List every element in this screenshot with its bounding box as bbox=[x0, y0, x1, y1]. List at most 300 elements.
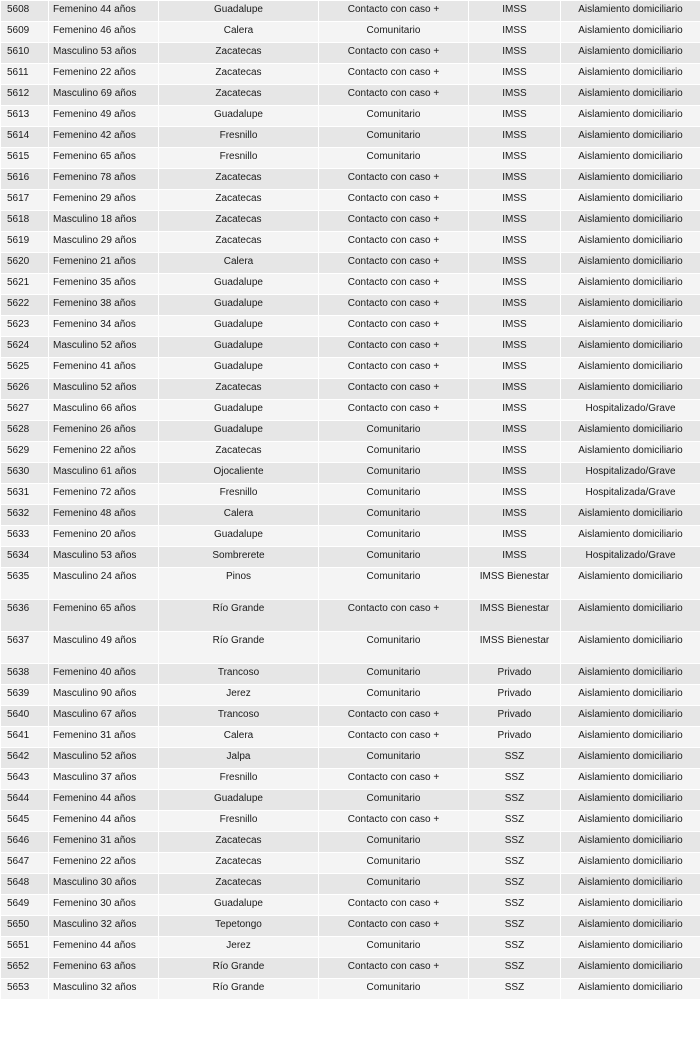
case-id-cell: 5641 bbox=[1, 727, 49, 748]
transmission-type-cell: Contacto con caso + bbox=[319, 895, 469, 916]
institution-cell: IMSS bbox=[469, 148, 561, 169]
status-cell: Aislamiento domiciliario bbox=[561, 685, 700, 706]
institution-cell: IMSS bbox=[469, 547, 561, 568]
transmission-type-cell: Contacto con caso + bbox=[319, 958, 469, 979]
sex-age-cell: Masculino 67 años bbox=[49, 706, 159, 727]
sex-age-cell: Masculino 32 años bbox=[49, 979, 159, 1000]
status-cell: Aislamiento domiciliario bbox=[561, 211, 700, 232]
institution-cell: IMSS bbox=[469, 64, 561, 85]
status-cell: Aislamiento domiciliario bbox=[561, 64, 700, 85]
transmission-type-cell: Comunitario bbox=[319, 832, 469, 853]
institution-cell: Privado bbox=[469, 727, 561, 748]
sex-age-cell: Femenino 31 años bbox=[49, 832, 159, 853]
institution-cell: IMSS bbox=[469, 169, 561, 190]
sex-age-cell: Femenino 49 años bbox=[49, 106, 159, 127]
case-id-cell: 5634 bbox=[1, 547, 49, 568]
sex-age-cell: Femenino 78 años bbox=[49, 169, 159, 190]
municipality-cell: Trancoso bbox=[159, 706, 319, 727]
transmission-type-cell: Contacto con caso + bbox=[319, 400, 469, 421]
status-cell: Aislamiento domiciliario bbox=[561, 22, 700, 43]
municipality-cell: Guadalupe bbox=[159, 790, 319, 811]
status-cell: Aislamiento domiciliario bbox=[561, 127, 700, 148]
municipality-cell: Guadalupe bbox=[159, 1, 319, 22]
case-id-cell: 5633 bbox=[1, 526, 49, 547]
municipality-cell: Fresnillo bbox=[159, 811, 319, 832]
transmission-type-cell: Contacto con caso + bbox=[319, 64, 469, 85]
sex-age-cell: Masculino 61 años bbox=[49, 463, 159, 484]
transmission-type-cell: Comunitario bbox=[319, 442, 469, 463]
table-row bbox=[1, 769, 700, 790]
institution-cell: IMSS bbox=[469, 1, 561, 22]
table-row bbox=[1, 790, 700, 811]
transmission-type-cell: Comunitario bbox=[319, 547, 469, 568]
sex-age-cell: Femenino 65 años bbox=[49, 148, 159, 169]
table-row bbox=[1, 442, 700, 463]
case-id-cell: 5639 bbox=[1, 685, 49, 706]
institution-cell: SSZ bbox=[469, 958, 561, 979]
status-cell: Aislamiento domiciliario bbox=[561, 526, 700, 547]
transmission-type-cell: Contacto con caso + bbox=[319, 316, 469, 337]
case-id-cell: 5610 bbox=[1, 43, 49, 64]
institution-cell: IMSS bbox=[469, 43, 561, 64]
status-cell: Aislamiento domiciliario bbox=[561, 358, 700, 379]
status-cell: Aislamiento domiciliario bbox=[561, 916, 700, 937]
case-id-cell: 5645 bbox=[1, 811, 49, 832]
municipality-cell: Tepetongo bbox=[159, 916, 319, 937]
case-id-cell: 5642 bbox=[1, 748, 49, 769]
case-id-cell: 5618 bbox=[1, 211, 49, 232]
case-id-cell: 5635 bbox=[1, 568, 49, 600]
case-id-cell: 5608 bbox=[1, 1, 49, 22]
transmission-type-cell: Comunitario bbox=[319, 748, 469, 769]
sex-age-cell: Masculino 18 años bbox=[49, 211, 159, 232]
case-id-cell: 5624 bbox=[1, 337, 49, 358]
institution-cell: IMSS bbox=[469, 463, 561, 484]
case-id-cell: 5614 bbox=[1, 127, 49, 148]
status-cell: Aislamiento domiciliario bbox=[561, 706, 700, 727]
municipality-cell: Calera bbox=[159, 505, 319, 526]
table-row bbox=[1, 600, 700, 632]
status-cell: Aislamiento domiciliario bbox=[561, 853, 700, 874]
municipality-cell: Zacatecas bbox=[159, 379, 319, 400]
table-row bbox=[1, 211, 700, 232]
institution-cell: SSZ bbox=[469, 811, 561, 832]
case-id-cell: 5620 bbox=[1, 253, 49, 274]
status-cell: Aislamiento domiciliario bbox=[561, 811, 700, 832]
table-row bbox=[1, 706, 700, 727]
status-cell: Aislamiento domiciliario bbox=[561, 148, 700, 169]
institution-cell: IMSS bbox=[469, 127, 561, 148]
sex-age-cell: Femenino 35 años bbox=[49, 274, 159, 295]
municipality-cell: Calera bbox=[159, 22, 319, 43]
sex-age-cell: Masculino 52 años bbox=[49, 337, 159, 358]
case-id-cell: 5636 bbox=[1, 600, 49, 632]
institution-cell: IMSS bbox=[469, 358, 561, 379]
case-id-cell: 5653 bbox=[1, 979, 49, 1000]
status-cell: Aislamiento domiciliario bbox=[561, 790, 700, 811]
table-row bbox=[1, 547, 700, 568]
case-id-cell: 5632 bbox=[1, 505, 49, 526]
municipality-cell: Trancoso bbox=[159, 664, 319, 685]
municipality-cell: Río Grande bbox=[159, 632, 319, 664]
transmission-type-cell: Contacto con caso + bbox=[319, 706, 469, 727]
status-cell: Aislamiento domiciliario bbox=[561, 958, 700, 979]
status-cell: Aislamiento domiciliario bbox=[561, 253, 700, 274]
transmission-type-cell: Comunitario bbox=[319, 979, 469, 1000]
table-row bbox=[1, 958, 700, 979]
institution-cell: SSZ bbox=[469, 853, 561, 874]
transmission-type-cell: Comunitario bbox=[319, 463, 469, 484]
sex-age-cell: Masculino 66 años bbox=[49, 400, 159, 421]
transmission-type-cell: Comunitario bbox=[319, 632, 469, 664]
municipality-cell: Pinos bbox=[159, 568, 319, 600]
sex-age-cell: Femenino 46 años bbox=[49, 22, 159, 43]
sex-age-cell: Femenino 63 años bbox=[49, 958, 159, 979]
case-id-cell: 5630 bbox=[1, 463, 49, 484]
table-row bbox=[1, 64, 700, 85]
transmission-type-cell: Comunitario bbox=[319, 484, 469, 505]
municipality-cell: Zacatecas bbox=[159, 190, 319, 211]
transmission-type-cell: Contacto con caso + bbox=[319, 232, 469, 253]
table-row bbox=[1, 664, 700, 685]
municipality-cell: Guadalupe bbox=[159, 106, 319, 127]
table-row bbox=[1, 832, 700, 853]
table-row bbox=[1, 1, 700, 22]
table-row bbox=[1, 274, 700, 295]
table-row bbox=[1, 484, 700, 505]
table-row bbox=[1, 379, 700, 400]
table-row bbox=[1, 568, 700, 600]
case-id-cell: 5628 bbox=[1, 421, 49, 442]
case-id-cell: 5609 bbox=[1, 22, 49, 43]
institution-cell: IMSS bbox=[469, 211, 561, 232]
municipality-cell: Guadalupe bbox=[159, 526, 319, 547]
transmission-type-cell: Comunitario bbox=[319, 664, 469, 685]
sex-age-cell: Femenino 44 años bbox=[49, 811, 159, 832]
transmission-type-cell: Contacto con caso + bbox=[319, 211, 469, 232]
sex-age-cell: Femenino 22 años bbox=[49, 442, 159, 463]
table-row bbox=[1, 916, 700, 937]
municipality-cell: Zacatecas bbox=[159, 211, 319, 232]
table-row bbox=[1, 232, 700, 253]
status-cell: Aislamiento domiciliario bbox=[561, 379, 700, 400]
sex-age-cell: Femenino 26 años bbox=[49, 421, 159, 442]
status-cell: Aislamiento domiciliario bbox=[561, 769, 700, 790]
institution-cell: IMSS bbox=[469, 526, 561, 547]
status-cell: Aislamiento domiciliario bbox=[561, 937, 700, 958]
transmission-type-cell: Contacto con caso + bbox=[319, 85, 469, 106]
sex-age-cell: Masculino 49 años bbox=[49, 632, 159, 664]
institution-cell: IMSS bbox=[469, 295, 561, 316]
municipality-cell: Jerez bbox=[159, 937, 319, 958]
municipality-cell: Fresnillo bbox=[159, 484, 319, 505]
transmission-type-cell: Contacto con caso + bbox=[319, 253, 469, 274]
transmission-type-cell: Contacto con caso + bbox=[319, 295, 469, 316]
status-cell: Aislamiento domiciliario bbox=[561, 748, 700, 769]
status-cell: Aislamiento domiciliario bbox=[561, 600, 700, 632]
status-cell: Aislamiento domiciliario bbox=[561, 632, 700, 664]
sex-age-cell: Masculino 53 años bbox=[49, 43, 159, 64]
case-id-cell: 5612 bbox=[1, 85, 49, 106]
transmission-type-cell: Comunitario bbox=[319, 421, 469, 442]
table-row bbox=[1, 400, 700, 421]
status-cell: Aislamiento domiciliario bbox=[561, 421, 700, 442]
case-id-cell: 5643 bbox=[1, 769, 49, 790]
sex-age-cell: Femenino 72 años bbox=[49, 484, 159, 505]
table-row bbox=[1, 43, 700, 64]
table-row bbox=[1, 148, 700, 169]
status-cell: Aislamiento domiciliario bbox=[561, 979, 700, 1000]
transmission-type-cell: Comunitario bbox=[319, 937, 469, 958]
transmission-type-cell: Contacto con caso + bbox=[319, 727, 469, 748]
table-row bbox=[1, 106, 700, 127]
sex-age-cell: Femenino 44 años bbox=[49, 937, 159, 958]
municipality-cell: Sombrerete bbox=[159, 547, 319, 568]
institution-cell: IMSS Bienestar bbox=[469, 632, 561, 664]
sex-age-cell: Femenino 31 años bbox=[49, 727, 159, 748]
institution-cell: IMSS bbox=[469, 484, 561, 505]
municipality-cell: Calera bbox=[159, 253, 319, 274]
institution-cell: IMSS bbox=[469, 442, 561, 463]
sex-age-cell: Femenino 20 años bbox=[49, 526, 159, 547]
table-row bbox=[1, 316, 700, 337]
case-id-cell: 5622 bbox=[1, 295, 49, 316]
table-row bbox=[1, 169, 700, 190]
table-row bbox=[1, 358, 700, 379]
transmission-type-cell: Comunitario bbox=[319, 790, 469, 811]
municipality-cell: Zacatecas bbox=[159, 43, 319, 64]
institution-cell: IMSS bbox=[469, 421, 561, 442]
sex-age-cell: Femenino 30 años bbox=[49, 895, 159, 916]
municipality-cell: Fresnillo bbox=[159, 769, 319, 790]
status-cell: Aislamiento domiciliario bbox=[561, 442, 700, 463]
status-cell: Aislamiento domiciliario bbox=[561, 337, 700, 358]
table-row bbox=[1, 505, 700, 526]
sex-age-cell: Femenino 22 años bbox=[49, 853, 159, 874]
case-id-cell: 5652 bbox=[1, 958, 49, 979]
sex-age-cell: Masculino 29 años bbox=[49, 232, 159, 253]
case-id-cell: 5627 bbox=[1, 400, 49, 421]
table-row bbox=[1, 190, 700, 211]
institution-cell: IMSS bbox=[469, 253, 561, 274]
case-id-cell: 5647 bbox=[1, 853, 49, 874]
municipality-cell: Guadalupe bbox=[159, 274, 319, 295]
municipality-cell: Zacatecas bbox=[159, 832, 319, 853]
institution-cell: Privado bbox=[469, 664, 561, 685]
transmission-type-cell: Comunitario bbox=[319, 22, 469, 43]
transmission-type-cell: Contacto con caso + bbox=[319, 358, 469, 379]
table-row bbox=[1, 632, 700, 664]
status-cell: Aislamiento domiciliario bbox=[561, 727, 700, 748]
institution-cell: SSZ bbox=[469, 937, 561, 958]
cases-table-body bbox=[1, 1, 700, 1000]
status-cell: Aislamiento domiciliario bbox=[561, 274, 700, 295]
transmission-type-cell: Comunitario bbox=[319, 685, 469, 706]
status-cell: Aislamiento domiciliario bbox=[561, 43, 700, 64]
sex-age-cell: Femenino 22 años bbox=[49, 64, 159, 85]
municipality-cell: Jerez bbox=[159, 685, 319, 706]
status-cell: Aislamiento domiciliario bbox=[561, 190, 700, 211]
status-cell: Hospitalizado/Grave bbox=[561, 547, 700, 568]
sex-age-cell: Femenino 38 años bbox=[49, 295, 159, 316]
table-row bbox=[1, 811, 700, 832]
institution-cell: SSZ bbox=[469, 895, 561, 916]
status-cell: Aislamiento domiciliario bbox=[561, 568, 700, 600]
status-cell: Aislamiento domiciliario bbox=[561, 316, 700, 337]
sex-age-cell: Femenino 29 años bbox=[49, 190, 159, 211]
transmission-type-cell: Comunitario bbox=[319, 127, 469, 148]
table-row bbox=[1, 421, 700, 442]
municipality-cell: Guadalupe bbox=[159, 358, 319, 379]
table-row bbox=[1, 337, 700, 358]
municipality-cell: Guadalupe bbox=[159, 295, 319, 316]
sex-age-cell: Masculino 30 años bbox=[49, 874, 159, 895]
municipality-cell: Guadalupe bbox=[159, 337, 319, 358]
case-id-cell: 5629 bbox=[1, 442, 49, 463]
table-row bbox=[1, 895, 700, 916]
institution-cell: IMSS bbox=[469, 316, 561, 337]
sex-age-cell: Masculino 32 años bbox=[49, 916, 159, 937]
case-id-cell: 5616 bbox=[1, 169, 49, 190]
institution-cell: Privado bbox=[469, 706, 561, 727]
case-id-cell: 5640 bbox=[1, 706, 49, 727]
transmission-type-cell: Comunitario bbox=[319, 505, 469, 526]
case-id-cell: 5649 bbox=[1, 895, 49, 916]
municipality-cell: Zacatecas bbox=[159, 64, 319, 85]
status-cell: Aislamiento domiciliario bbox=[561, 874, 700, 895]
sex-age-cell: Femenino 41 años bbox=[49, 358, 159, 379]
case-id-cell: 5626 bbox=[1, 379, 49, 400]
institution-cell: IMSS bbox=[469, 85, 561, 106]
sex-age-cell: Femenino 44 años bbox=[49, 790, 159, 811]
case-id-cell: 5638 bbox=[1, 664, 49, 685]
table-row bbox=[1, 874, 700, 895]
municipality-cell: Río Grande bbox=[159, 958, 319, 979]
sex-age-cell: Masculino 53 años bbox=[49, 547, 159, 568]
sex-age-cell: Masculino 24 años bbox=[49, 568, 159, 600]
table-row bbox=[1, 22, 700, 43]
sex-age-cell: Femenino 40 años bbox=[49, 664, 159, 685]
case-id-cell: 5646 bbox=[1, 832, 49, 853]
table-row bbox=[1, 253, 700, 274]
table-row bbox=[1, 127, 700, 148]
table-row bbox=[1, 727, 700, 748]
table-row bbox=[1, 937, 700, 958]
table-row bbox=[1, 748, 700, 769]
case-id-cell: 5637 bbox=[1, 632, 49, 664]
case-id-cell: 5623 bbox=[1, 316, 49, 337]
municipality-cell: Guadalupe bbox=[159, 895, 319, 916]
municipality-cell: Río Grande bbox=[159, 979, 319, 1000]
status-cell: Aislamiento domiciliario bbox=[561, 169, 700, 190]
institution-cell: IMSS bbox=[469, 106, 561, 127]
municipality-cell: Fresnillo bbox=[159, 127, 319, 148]
institution-cell: IMSS bbox=[469, 232, 561, 253]
institution-cell: SSZ bbox=[469, 790, 561, 811]
case-id-cell: 5644 bbox=[1, 790, 49, 811]
status-cell: Hospitalizado/Grave bbox=[561, 463, 700, 484]
municipality-cell: Guadalupe bbox=[159, 316, 319, 337]
institution-cell: IMSS bbox=[469, 190, 561, 211]
municipality-cell: Zacatecas bbox=[159, 85, 319, 106]
transmission-type-cell: Comunitario bbox=[319, 526, 469, 547]
transmission-type-cell: Comunitario bbox=[319, 874, 469, 895]
institution-cell: IMSS Bienestar bbox=[469, 600, 561, 632]
municipality-cell: Río Grande bbox=[159, 600, 319, 632]
case-id-cell: 5648 bbox=[1, 874, 49, 895]
table-row bbox=[1, 463, 700, 484]
table-row bbox=[1, 979, 700, 1000]
sex-age-cell: Masculino 52 años bbox=[49, 379, 159, 400]
municipality-cell: Guadalupe bbox=[159, 400, 319, 421]
municipality-cell: Calera bbox=[159, 727, 319, 748]
case-id-cell: 5621 bbox=[1, 274, 49, 295]
institution-cell: IMSS bbox=[469, 22, 561, 43]
table-row bbox=[1, 685, 700, 706]
institution-cell: IMSS bbox=[469, 400, 561, 421]
case-id-cell: 5619 bbox=[1, 232, 49, 253]
table-row bbox=[1, 295, 700, 316]
municipality-cell: Zacatecas bbox=[159, 232, 319, 253]
institution-cell: IMSS bbox=[469, 505, 561, 526]
sex-age-cell: Femenino 48 años bbox=[49, 505, 159, 526]
sex-age-cell: Masculino 52 años bbox=[49, 748, 159, 769]
status-cell: Aislamiento domiciliario bbox=[561, 895, 700, 916]
institution-cell: Privado bbox=[469, 685, 561, 706]
sex-age-cell: Femenino 44 años bbox=[49, 1, 159, 22]
table-row bbox=[1, 526, 700, 547]
transmission-type-cell: Comunitario bbox=[319, 853, 469, 874]
case-id-cell: 5650 bbox=[1, 916, 49, 937]
table-row bbox=[1, 85, 700, 106]
municipality-cell: Ojocaliente bbox=[159, 463, 319, 484]
sex-age-cell: Femenino 34 años bbox=[49, 316, 159, 337]
status-cell: Aislamiento domiciliario bbox=[561, 664, 700, 685]
table-row bbox=[1, 853, 700, 874]
municipality-cell: Fresnillo bbox=[159, 148, 319, 169]
sex-age-cell: Masculino 90 años bbox=[49, 685, 159, 706]
transmission-type-cell: Contacto con caso + bbox=[319, 769, 469, 790]
case-id-cell: 5613 bbox=[1, 106, 49, 127]
case-id-cell: 5611 bbox=[1, 64, 49, 85]
municipality-cell: Zacatecas bbox=[159, 874, 319, 895]
municipality-cell: Zacatecas bbox=[159, 169, 319, 190]
status-cell: Aislamiento domiciliario bbox=[561, 505, 700, 526]
municipality-cell: Zacatecas bbox=[159, 442, 319, 463]
case-id-cell: 5631 bbox=[1, 484, 49, 505]
status-cell: Aislamiento domiciliario bbox=[561, 106, 700, 127]
status-cell: Aislamiento domiciliario bbox=[561, 295, 700, 316]
case-id-cell: 5615 bbox=[1, 148, 49, 169]
transmission-type-cell: Contacto con caso + bbox=[319, 600, 469, 632]
sex-age-cell: Masculino 69 años bbox=[49, 85, 159, 106]
transmission-type-cell: Contacto con caso + bbox=[319, 811, 469, 832]
institution-cell: SSZ bbox=[469, 748, 561, 769]
transmission-type-cell: Comunitario bbox=[319, 568, 469, 600]
transmission-type-cell: Comunitario bbox=[319, 148, 469, 169]
institution-cell: SSZ bbox=[469, 916, 561, 937]
transmission-type-cell: Contacto con caso + bbox=[319, 190, 469, 211]
institution-cell: IMSS bbox=[469, 337, 561, 358]
status-cell: Aislamiento domiciliario bbox=[561, 85, 700, 106]
institution-cell: SSZ bbox=[469, 874, 561, 895]
institution-cell: IMSS Bienestar bbox=[469, 568, 561, 600]
status-cell: Aislamiento domiciliario bbox=[561, 232, 700, 253]
institution-cell: SSZ bbox=[469, 769, 561, 790]
case-id-cell: 5617 bbox=[1, 190, 49, 211]
transmission-type-cell: Contacto con caso + bbox=[319, 169, 469, 190]
municipality-cell: Guadalupe bbox=[159, 421, 319, 442]
